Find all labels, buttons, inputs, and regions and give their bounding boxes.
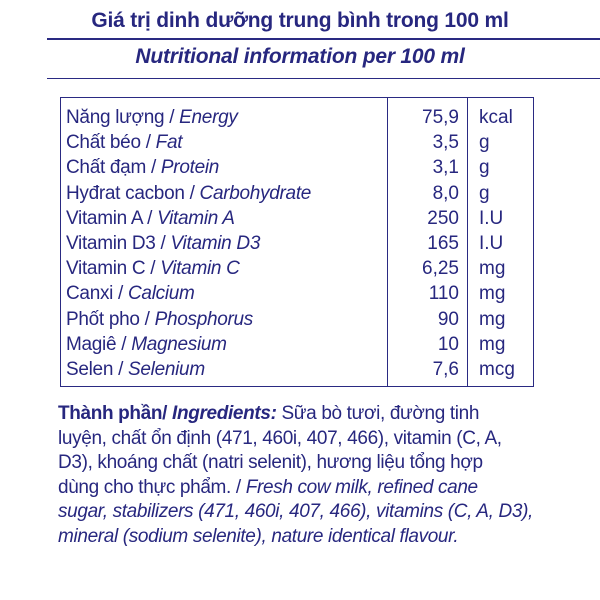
nutrient-value: 7,6 [432, 359, 459, 380]
ingredients-block [58, 402, 588, 549]
nutrient-value: 110 [428, 283, 459, 305]
nutrient-name-en: Protein [160, 157, 220, 179]
nutrient-unit: mg [479, 333, 506, 355]
ingredients-line-4 [58, 476, 588, 501]
nutrient-name [66, 105, 238, 130]
nutrient-name [66, 256, 240, 281]
nutrient-value: 3,5 [432, 132, 459, 154]
nutrient-row [0, 105, 600, 130]
nutrient-value: 6,25 [422, 258, 459, 280]
nutrient-value: 165 [427, 233, 459, 254]
nutrient-unit: I.U [479, 233, 504, 254]
ingredients-line-2: luyện, chất ổn định (471, 460i, 407, 466), vitamin (C, A, [58, 427, 502, 449]
nutrient-row [0, 357, 600, 382]
nutrient-unit: g [479, 132, 490, 154]
nutrient-name-vn: Canxi / [66, 283, 129, 305]
nutrient-unit: g [479, 182, 490, 204]
nutrient-unit: I.U [479, 207, 504, 229]
nutrient-name [66, 206, 235, 231]
nutrient-unit: kcal [479, 107, 513, 128]
nutrient-name [66, 281, 195, 306]
nutrient-name-en: Vitamin A [157, 207, 235, 229]
nutrient-name [66, 307, 253, 332]
nutrient-name-en: Vitamin C [160, 258, 240, 280]
nutrient-value: 90 [437, 308, 459, 330]
nutrient-name-en: Vitamin D3 [170, 233, 261, 254]
nutrient-value: 3,1 [432, 157, 459, 179]
nutrient-unit: mcg [479, 359, 515, 380]
ingredients-line-3: D3), khoáng chất (natri selenit), hương liệu tổng hợp [58, 452, 483, 473]
nutrient-name-en: Selenium [128, 359, 205, 380]
nutrient-name-vn: Magiê / [66, 333, 132, 355]
nutrient-name [66, 155, 219, 180]
nutrient-unit: mg [479, 283, 506, 305]
nutrient-name-vn: Vitamin D3 / [66, 233, 171, 254]
nutrient-name-en: Calcium [128, 283, 195, 305]
nutrient-name-en: Energy [179, 107, 238, 128]
title-vietnamese: Giá trị dinh dưỡng trung bình trong 100 ml [91, 9, 509, 32]
header-divider-top [47, 38, 600, 40]
nutrient-name-vn: Vitamin C / [66, 258, 161, 280]
nutrient-row [0, 256, 600, 281]
ingredients-line-6: mineral (sodium selenite), nature identical flavour. [58, 525, 459, 547]
nutrient-name [66, 130, 182, 155]
nutrient-name-vn: Năng lượng / [66, 107, 180, 128]
ingredients-text-vn-1: Sữa bò tươi, đường tinh [276, 403, 480, 424]
nutrient-name-en: Magnesium [131, 333, 227, 355]
title-english: Nutritional information per 100 ml [135, 45, 465, 68]
nutrient-name [66, 357, 205, 382]
nutrient-name-en: Fat [155, 132, 183, 154]
nutrient-row [0, 130, 600, 155]
nutrient-row [0, 307, 600, 332]
nutrient-row [0, 206, 600, 231]
nutrient-value: 8,0 [432, 182, 459, 204]
nutrient-name [66, 332, 227, 357]
nutrient-unit: g [479, 157, 490, 179]
nutrient-unit: mg [479, 308, 506, 330]
ingredients-line-5: sugar, stabilizers (471, 460i, 407, 466), vitamins (C, A, D3), [58, 501, 533, 522]
header-divider-bottom [47, 78, 600, 79]
nutrient-value: 10 [437, 333, 459, 355]
nutrient-name-en: Phosphorus [154, 308, 254, 330]
nutrient-name-vn: Selen / [66, 359, 129, 380]
nutrient-row [0, 231, 600, 256]
ingredients-text-vn-4: dùng cho thực phẩm. / [58, 476, 246, 498]
nutrient-row [0, 155, 600, 180]
nutrient-name [66, 181, 311, 206]
nutrient-row [0, 181, 600, 206]
ingredients-line-1 [58, 402, 588, 427]
ingredients-label-en: Ingredients: [172, 403, 277, 424]
nutrient-name-vn: Phốt pho / [66, 308, 155, 330]
nutrient-name-en: Carbohydrate [199, 182, 312, 204]
ingredients-text-en-4: Fresh cow milk, refined cane [245, 476, 478, 498]
nutrient-name-vn: Vitamin A / [66, 207, 158, 229]
nutrient-value: 75,9 [422, 107, 459, 128]
nutrient-row [0, 332, 600, 357]
nutrient-unit: mg [479, 258, 506, 280]
nutrient-name-vn: Chất đạm / [66, 157, 161, 179]
nutrient-value: 250 [427, 207, 459, 229]
nutrient-name-vn: Hyđrat cacbon / [66, 182, 200, 204]
ingredients-label [58, 403, 277, 424]
nutrient-row [0, 281, 600, 306]
nutrient-name-vn: Chất béo / [66, 132, 156, 154]
nutrient-name [66, 231, 260, 256]
ingredients-label-vn: Thành phần/ [58, 403, 173, 424]
